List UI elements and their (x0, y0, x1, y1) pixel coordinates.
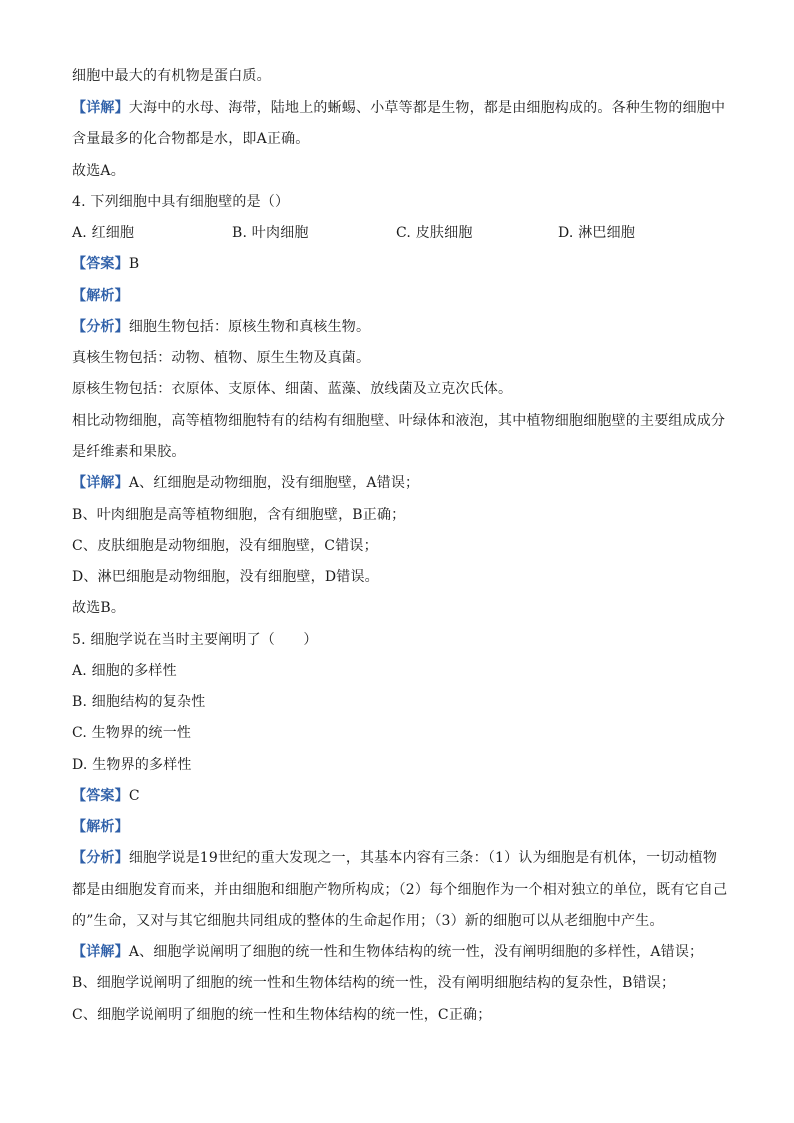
detail-text: A、细胞学说阐明了细胞的统一性和生物体结构的统一性，没有阐明细胞的多样性，A错误； (128, 944, 704, 960)
option-c: C. 皮肤细胞 (396, 225, 473, 241)
fenxi-text: 的”生命，又对与其它细胞共同组成的整体的生命起作用；（3）新的细胞可以从老细胞中产生。 (72, 913, 664, 929)
detail-text: 含量最多的化合物都是水，即A正确。 (72, 131, 310, 147)
q4-answer (72, 254, 732, 274)
analysis-tag: 【解析】 (72, 288, 129, 304)
fenxi-tag: 【分析】 (72, 319, 129, 335)
detail-text: B、细胞学说阐明了细胞的统一性和生物体结构的统一性，没有阐明细胞结构的复杂性，B错误； (72, 975, 676, 991)
q5-detail-line-3 (72, 1005, 732, 1025)
q4-fenxi-line-4 (72, 411, 732, 431)
q4-conclusion (72, 598, 732, 618)
detail-text: 大海中的水母、海带，陆地上的蜥蜴、小草等都是生物，都是由细胞构成的。各种生物的细胞中 (128, 100, 726, 116)
fenxi-text: 相比动物细胞，高等植物细胞特有的结构有细胞壁、叶绿体和液泡，其中植物细胞细胞壁的主要组成成分 (72, 413, 726, 429)
q5-fenxi-line-3 (72, 911, 732, 931)
q4-detail-line-1 (72, 473, 732, 493)
q5-option-b (72, 692, 732, 712)
q4-fenxi-line-2 (72, 348, 732, 368)
q5-detail-line-2 (72, 973, 732, 993)
q5-fenxi-line-1 (72, 848, 732, 868)
option-b: B. 细胞结构的复杂性 (72, 694, 206, 710)
q3-detail-line-1 (72, 98, 732, 118)
q5-option-d (72, 755, 732, 775)
detail-tag: 【详解】 (72, 100, 129, 116)
q5-stem (72, 630, 732, 650)
option-a: A. 红细胞 (72, 225, 135, 241)
fenxi-text: 原核生物包括：衣原体、支原体、细菌、蓝藻、放线菌及立克次氏体。 (72, 381, 513, 397)
q4-fenxi-line-5 (72, 442, 732, 462)
answer-value: C (128, 788, 140, 804)
q5-fenxi-line-2 (72, 880, 732, 900)
analysis-tag: 【解析】 (72, 819, 129, 835)
question-stem: 5. 细胞学说在当时主要阐明了（ ） (72, 632, 318, 648)
option-a: A. 细胞的多样性 (72, 663, 177, 679)
fenxi-tag: 【分析】 (72, 850, 129, 866)
conclusion-text: 故选B。 (72, 600, 126, 616)
intro-text: 细胞中最大的有机物是蛋白质。 (72, 68, 271, 84)
answer-value: B (128, 256, 140, 272)
q4-fenxi-line-3 (72, 379, 732, 399)
answer-tag: 【答案】 (72, 788, 129, 804)
q4-fenxi-line-1 (72, 317, 732, 337)
detail-text: A、红细胞是动物细胞，没有细胞壁，A错误； (128, 475, 420, 491)
fenxi-text: 都是由细胞发育而来，并由细胞和细胞产物所构成；（2）每个细胞作为一个相对独立的单位，既有它自己 (72, 882, 728, 898)
fenxi-text: 是纤维素和果胶。 (72, 444, 186, 460)
fenxi-text: 细胞生物包括：原核生物和真核生物。 (128, 319, 371, 335)
fenxi-text: 真核生物包括：动物、植物、原生生物及真菌。 (72, 350, 371, 366)
detail-tag: 【详解】 (72, 944, 129, 960)
q4-detail-line-4 (72, 567, 732, 587)
detail-text: B、叶肉细胞是高等植物细胞，含有细胞壁，B正确； (72, 507, 406, 523)
q5-option-c (72, 723, 732, 743)
q4-detail-line-2 (72, 505, 732, 525)
option-d: D. 生物界的多样性 (72, 757, 192, 773)
option-d: D. 淋巴细胞 (558, 225, 636, 241)
option-c: C. 生物界的统一性 (72, 725, 192, 741)
q4-stem (72, 192, 732, 212)
detail-text: D、淋巴细胞是动物细胞，没有细胞壁，D错误。 (72, 569, 379, 585)
q5-analysis-heading (72, 817, 732, 837)
intro-line (72, 66, 732, 86)
q5-option-a (72, 661, 732, 681)
q5-answer (72, 786, 732, 806)
detail-tag: 【详解】 (72, 475, 129, 491)
q3-detail-line-2 (72, 129, 732, 149)
fenxi-text: 细胞学说是19世纪的重大发现之一，其基本内容有三条：（1）认为细胞是有机体，一切动植物 (128, 850, 718, 866)
detail-text: C、皮肤细胞是动物细胞，没有细胞壁，C错误； (72, 538, 378, 554)
q4-detail-line-3 (72, 536, 732, 556)
q4-options (72, 223, 732, 243)
conclusion-text: 故选A。 (72, 163, 125, 179)
q4-analysis-heading (72, 286, 732, 306)
answer-tag: 【答案】 (72, 256, 129, 272)
detail-text: C、细胞学说阐明了细胞的统一性和生物体结构的统一性，C正确； (72, 1007, 492, 1023)
q3-conclusion (72, 161, 732, 181)
question-stem: 4. 下列细胞中具有细胞壁的是（） (72, 194, 290, 210)
option-b: B. 叶肉细胞 (232, 225, 309, 241)
q5-detail-line-1 (72, 942, 732, 962)
